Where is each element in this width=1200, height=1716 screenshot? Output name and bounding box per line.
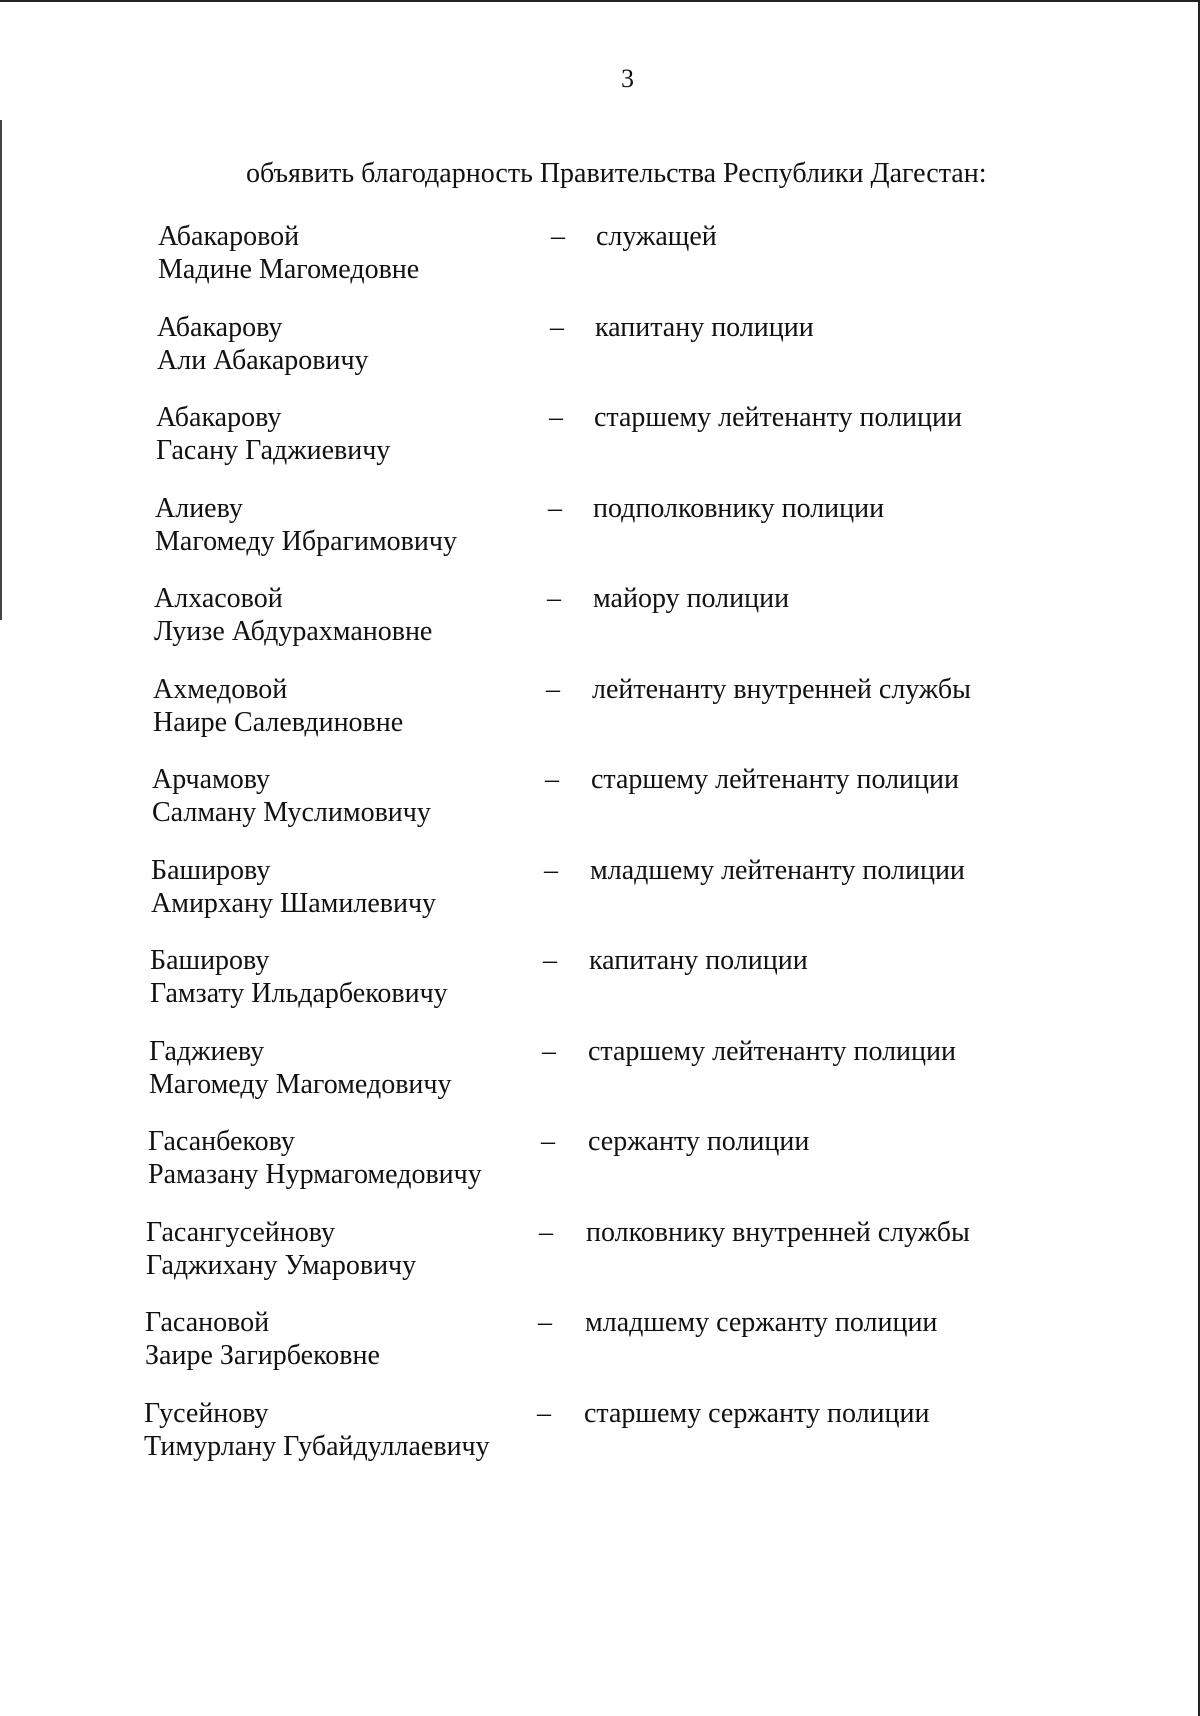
awardee-surname: Баширову <box>150 945 270 976</box>
awardee-rank: майору полиции <box>593 583 790 614</box>
awardee-given-name: Али Абакаровичу <box>157 345 369 376</box>
awardee-given-name: Тимурлану Губайдуллаевичу <box>144 1431 490 1462</box>
awardee-entry <box>152 763 1052 835</box>
awardee-name <box>144 1397 490 1463</box>
awardee-entry <box>145 1306 1045 1378</box>
awardee-dash: – <box>542 1036 556 1067</box>
awardee-given-name: Магомеду Магомедовичу <box>149 1069 452 1100</box>
awardee-name <box>158 220 419 286</box>
awardee-name <box>148 1125 482 1191</box>
awardee-given-name: Гасану Гаджиевичу <box>156 435 391 466</box>
awardee-rank: старшему лейтенанту полиции <box>588 1036 956 1067</box>
awardee-dash: – <box>545 764 559 795</box>
awardee-rank: младшему сержанту полиции <box>585 1307 938 1338</box>
awardee-given-name: Рамазану Нурмагомедовичу <box>148 1159 482 1190</box>
awardee-surname: Гусейнову <box>144 1398 269 1429</box>
awardee-entry <box>158 220 1058 292</box>
awardee-surname: Баширову <box>151 855 271 886</box>
awardee-rank: старшему лейтенанту полиции <box>591 764 959 795</box>
awardee-dash: – <box>547 583 561 614</box>
awardee-name <box>154 582 432 648</box>
awardee-rank: капитану полиции <box>595 312 814 343</box>
awardee-rank: сержанту полиции <box>588 1126 810 1157</box>
awardee-given-name: Мадине Магомедовне <box>158 254 420 285</box>
awardee-dash: – <box>543 945 557 976</box>
awardee-entry <box>154 582 1054 654</box>
awardee-given-name: Гамзату Ильдарбековичу <box>150 978 448 1009</box>
awardee-rank: младшему лейтенанту полиции <box>590 855 965 886</box>
awardee-rank: лейтенанту внутренней службы <box>592 674 971 705</box>
awardee-surname: Гасанбекову <box>148 1126 295 1157</box>
awardee-surname: Гаджиеву <box>149 1036 265 1067</box>
awardee-entry <box>157 311 1057 383</box>
awardee-surname: Абакаровой <box>158 221 300 252</box>
awardee-dash: – <box>539 1217 553 1248</box>
awardee-entry <box>150 944 1050 1016</box>
decree-heading: объявить благодарность Правительства Республики Дагестан: <box>246 158 987 189</box>
awardee-name <box>146 1216 416 1282</box>
awardee-rank: полковнику внутренней службы <box>586 1217 970 1248</box>
awardee-given-name: Наире Салевдиновне <box>153 707 404 738</box>
awardee-name <box>153 673 403 739</box>
awardee-surname: Абакарову <box>157 312 283 343</box>
awardee-dash: – <box>541 1126 555 1157</box>
awardee-rank: капитану полиции <box>589 945 808 976</box>
awardee-dash: – <box>548 493 562 524</box>
awardee-dash: – <box>546 674 560 705</box>
awardee-dash: – <box>544 855 558 886</box>
awardee-entry <box>144 1397 1044 1469</box>
awardee-dash: – <box>538 1307 552 1338</box>
awardee-surname: Гасановой <box>145 1307 270 1338</box>
awardee-entry <box>148 1125 1048 1197</box>
awardee-rank: подполковнику полиции <box>593 493 885 524</box>
awardee-surname: Ахмедовой <box>153 674 288 705</box>
awardee-given-name: Гаджихану Умаровичу <box>146 1250 417 1281</box>
awardee-surname: Арчамову <box>152 764 271 795</box>
awardee-entry <box>153 673 1053 745</box>
awardee-entry <box>151 854 1051 926</box>
awardee-given-name: Заире Загирбековне <box>145 1340 380 1371</box>
awardee-given-name: Салману Муслимовичу <box>152 797 431 828</box>
awardee-surname: Алхасовой <box>154 583 283 614</box>
awardee-surname: Абакарову <box>156 402 282 433</box>
awardee-name <box>149 1035 452 1101</box>
awardee-dash: – <box>550 312 564 343</box>
awardee-given-name: Магомеду Ибрагимовичу <box>155 526 457 557</box>
awardee-entry <box>149 1035 1049 1107</box>
awardee-rank: старшему сержанту полиции <box>584 1398 930 1429</box>
awardee-name <box>145 1306 380 1372</box>
awardee-entry <box>146 1216 1046 1288</box>
awardee-given-name: Луизе Абдурахмановне <box>154 616 433 647</box>
awardee-rank: старшему лейтенанту полиции <box>594 402 962 433</box>
awardee-entry <box>156 401 1056 473</box>
awardee-entry <box>155 492 1055 564</box>
awardee-name <box>152 763 431 829</box>
awardee-surname: Гасангусейнову <box>146 1217 336 1248</box>
awardee-given-name: Амирхану Шамилевичу <box>151 888 437 919</box>
awardee-name <box>155 492 457 558</box>
awardee-name <box>156 401 390 467</box>
awardee-surname: Алиеву <box>155 493 243 524</box>
awardee-dash: – <box>537 1398 551 1429</box>
page-number: 3 <box>621 64 634 93</box>
awardee-dash: – <box>549 402 563 433</box>
awardee-name <box>157 311 369 377</box>
awardee-name <box>150 944 448 1010</box>
awardee-rank: служащей <box>596 221 717 252</box>
awardee-name <box>151 854 436 920</box>
awardee-dash: – <box>551 221 565 252</box>
